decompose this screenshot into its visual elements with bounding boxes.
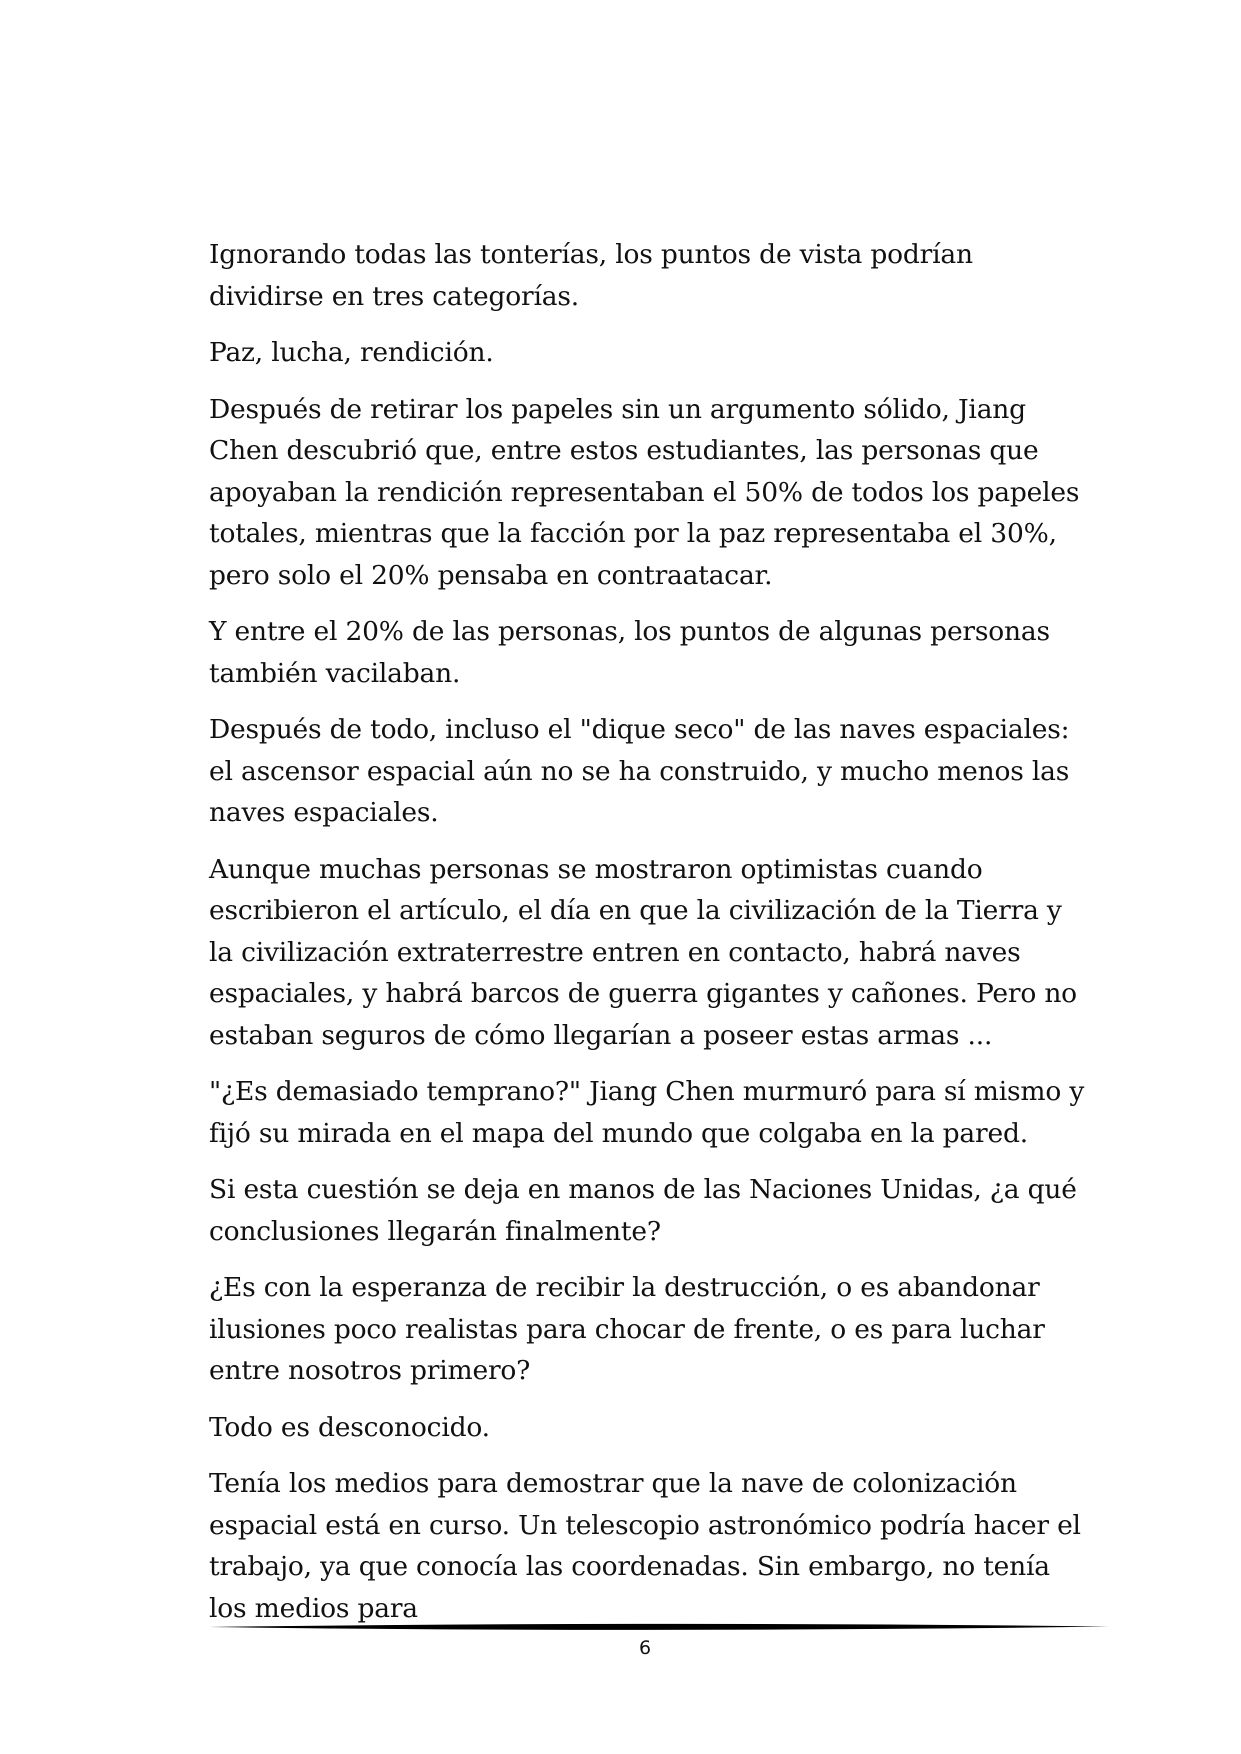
- paragraph: Tenía los medios para demostrar que la nave de colonización espacial está en curso. Un telescopio astronómico podría hacer el trabajo, ya que conocía las coordenadas. Sin embargo, no tenía los medios para: [209, 1468, 1081, 1624]
- paragraph: ¿Es con la esperanza de recibir la destrucción, o es abandonar ilusiones poco realistas para chocar de frente, o es para luchar entre nosotros primero?: [209, 1272, 1045, 1386]
- page-number: 6: [638, 1637, 652, 1659]
- body-text: [209, 234, 1089, 1644]
- paragraph: "¿Es demasiado temprano?" Jiang Chen murmuró para sí mismo y fijó su mirada en el mapa del mundo que colgaba en la pared.: [209, 1076, 1085, 1149]
- paragraph: Ignorando todas las tonterías, los puntos de vista podrían dividirse en tres categorías.: [209, 239, 973, 312]
- paragraph: Aunque muchas personas se mostraron optimistas cuando escribieron el artículo, el día en que la civilización de la Tierra y la civilización extraterrestre entren en contacto, habrá naves espaciales, y habrá barcos de guerra gigantes y cañones. Pero no estaban seguros de cómo llegarían a poseer estas armas ...: [209, 853, 1077, 1051]
- paragraph: Después de todo, incluso el "dique seco" de las naves espaciales: el ascensor espacial aún no se ha construido, y mucho menos las naves espaciales.: [209, 714, 1070, 828]
- footer-divider: [209, 1621, 1109, 1633]
- paragraph: Todo es desconocido.: [209, 1411, 490, 1443]
- paragraph: Y entre el 20% de las personas, los puntos de algunas personas también vacilaban.: [209, 616, 1050, 689]
- paragraph: Si esta cuestión se deja en manos de las Naciones Unidas, ¿a qué conclusiones llegarán finalmente?: [209, 1174, 1077, 1247]
- paragraph: Después de retirar los papeles sin un argumento sólido, Jiang Chen descubrió que, entre estos estudiantes, las personas que apoyaban la rendición representaban el 50% de todos los papeles totales, mientras que la facción por la paz representaba el 30%, pero solo el 20% pensaba en contraatacar.: [209, 393, 1080, 591]
- paragraph: Paz, lucha, rendición.: [209, 337, 494, 368]
